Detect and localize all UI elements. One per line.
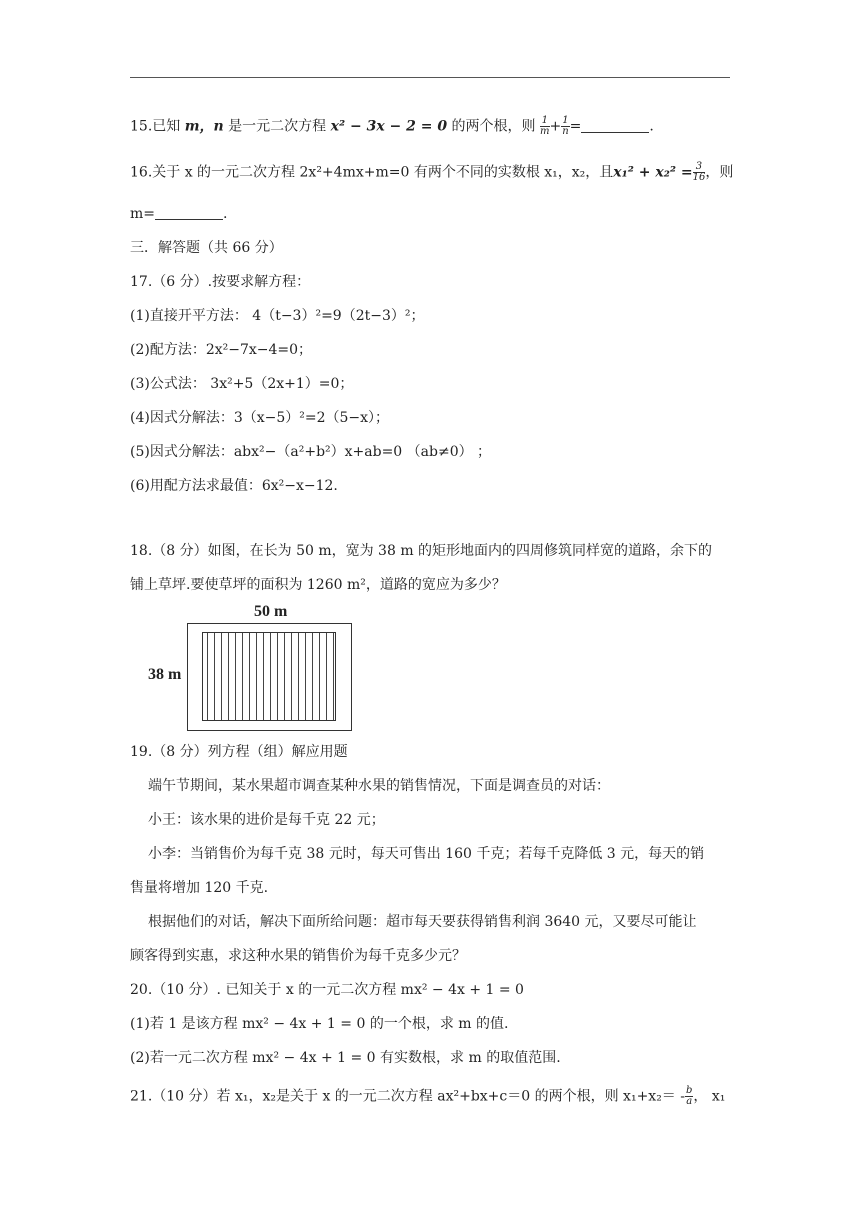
q19-paragraph-3b: 售量将增加 120 千克. [130, 880, 269, 896]
q19-title: 19.（8 分）列方程（组）解应用题 [130, 744, 348, 760]
q17-item-1: (1)直接开平方法： 4（t−3）²=9（2t−3）²； [130, 308, 425, 324]
q17-item-3: (3)公式法： 3x²+5（2x+1）=0； [130, 376, 354, 392]
q21-tail: ， x₁ [693, 1088, 726, 1105]
q15-tail: 的两个根，则 [447, 118, 541, 135]
q16-answer-blank[interactable] [155, 205, 223, 220]
q16-condition: x₁² + x₂² = [613, 164, 693, 181]
section-3-heading: 三．解答题（共 66 分） [130, 240, 283, 256]
q15-equation: x² − 3x − 2 = 0 [330, 118, 448, 135]
q21-fraction: $\frac{b}{a}$ [686, 1085, 693, 1107]
question-16-line2 [130, 204, 227, 224]
figure-height-label: 38 m [148, 666, 182, 683]
question-15 [130, 116, 654, 137]
q15-answer-blank[interactable] [581, 118, 649, 133]
q15-vars: m，n [184, 118, 224, 135]
q18-line-1: 18.（8 分）如图，在长为 50 m，宽为 38 m 的矩形地面内的四周修筑同样宽的道路，余下的 [130, 543, 713, 559]
q17-item-2: (2)配方法：2x²−7x−4=0； [130, 342, 313, 358]
q20-sub-1: (1)若 1 是该方程 mx² − 4x + 1 = 0 的一个根，求 m 的值. [130, 1016, 509, 1032]
q19-paragraph-3: 小李：当销售价为每千克 38 元时，每天可售出 160 千克；若每千克降低 3 元，每天的销 [148, 846, 705, 862]
q15-prefix: 15.已知 [130, 118, 185, 135]
q15-equals: = [569, 118, 582, 135]
q17-title: 17.（6 分）.按要求解方程： [130, 274, 311, 290]
q20-sub-2: (2)若一元二次方程 mx² − 4x + 1 = 0 有实数根，求 m 的取值范围. [130, 1050, 561, 1066]
q19-paragraph-1: 端午节期间，某水果超市调查某种水果的销售情况，下面是调查员的对话： [148, 778, 610, 794]
q18-line-2: 铺上草坪.要使草坪的面积为 1260 m²，道路的宽应为多少？ [130, 577, 506, 593]
q17-item-6: (6)用配方法求最值：6x²−x−12. [130, 478, 338, 494]
q15-fraction-1: $\frac{1}{m}$ [540, 115, 550, 137]
q15-end: . [649, 118, 654, 135]
lawn-inner-rectangle [202, 632, 336, 721]
q19-paragraph-4b: 顾客得到实惠，求这种水果的销售价为每千克多少元？ [130, 948, 466, 964]
q15-plus: + [549, 118, 562, 135]
q16-text: 16.关于 x 的一元二次方程 2x²+4mx+m=0 有两个不同的实数根 x₁，x₂，且 [130, 164, 614, 181]
header-rule [130, 77, 730, 78]
q15-mid: 是一元二次方程 [223, 118, 331, 135]
q19-paragraph-4: 根据他们的对话，解决下面所给问题：超市每天要获得销售利润 3640 元，又要尽可能让 [148, 914, 697, 930]
q19-paragraph-2: 小王：该水果的进价是每千克 22 元； [148, 812, 385, 828]
question-16 [130, 162, 733, 183]
q16-fraction: $\frac{3}{16}$ [692, 161, 706, 183]
figure-width-label: 50 m [254, 603, 288, 620]
question-21 [130, 1086, 725, 1107]
q20-title: 20.（10 分）. 已知关于 x 的一元二次方程 mx² − 4x + 1 = 0 [130, 982, 524, 998]
q15-fraction-2: $\frac{1}{n}$ [562, 115, 569, 137]
q16-tail: ，则 [705, 164, 734, 181]
q16-end: . [223, 206, 228, 222]
q17-item-5: (5)因式分解法：abx²−（a²+b²）x+ab=0 （ab≠0） ； [130, 444, 492, 460]
q21-text: 21.（10 分）若 x₁，x₂是关于 x 的一元二次方程 ax²+bx+c＝0 的两个根，则 x₁+x₂＝ - [130, 1088, 685, 1105]
q16-m-label: m= [130, 206, 156, 222]
q17-item-4: (4)因式分解法：3（x−5）²=2（5−x）； [130, 410, 390, 426]
